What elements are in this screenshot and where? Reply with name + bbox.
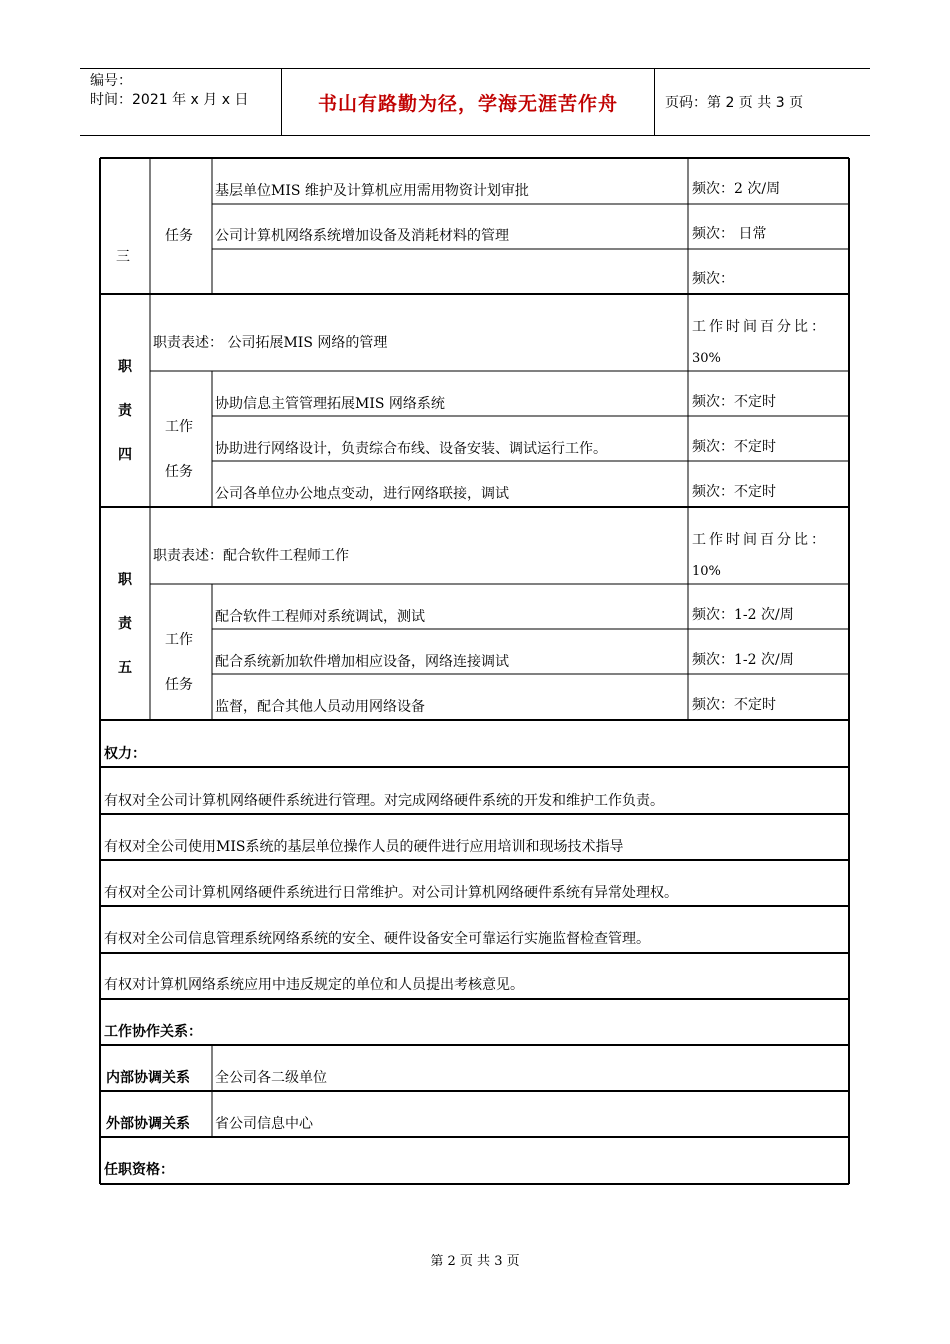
duty3-task-1: 基层单位MIS 维护及计算机应用需用物资计划审批 (215, 183, 529, 199)
duty3-freq-1: 频次：2 次/周 (692, 181, 781, 197)
duty4-task-label-1: 工作 (165, 419, 193, 435)
duty5-freq-1: 频次：1-2 次/周 (692, 607, 794, 623)
duty5-statement: 职责表述：配合软件工程师工作 (153, 548, 349, 564)
external-label: 外部协调关系 (106, 1116, 190, 1132)
duty3-task-label: 任务 (165, 228, 193, 244)
duty4-freq-2: 频次：不定时 (692, 439, 776, 455)
header-page-info: 页码：第 2 页 共 3 页 (665, 95, 804, 111)
duty4-percent-label: 工作时间百分比： (692, 319, 828, 335)
duty3-number: 三 (116, 249, 130, 265)
duty4-task-3: 公司各单位办公地点变动，进行网络联接，调试 (215, 486, 509, 502)
duty5-char-2: 责 (118, 616, 132, 632)
duty5-task-label-2: 任务 (165, 677, 193, 693)
header-motto: 书山有路勤为径，学海无涯苦作舟 (282, 69, 655, 135)
power-item-2: 有权对全公司使用MIS系统的基层单位操作人员的硬件进行应用培训和现场技术指导 (104, 839, 624, 855)
duty4-char-3: 四 (118, 447, 132, 463)
page-footer: 第 2 页 共 3 页 (430, 1254, 520, 1269)
internal-value: 全公司各二级单位 (215, 1070, 327, 1086)
internal-label: 内部协调关系 (106, 1070, 190, 1086)
duty4-char-1: 职 (118, 359, 132, 375)
power-item-5: 有权对计算机网络系统应用中违反规定的单位和人员提出考核意见。 (104, 977, 524, 993)
duty3-freq-2: 频次： 日常 (692, 226, 767, 242)
duty5-task-label-1: 工作 (165, 632, 193, 648)
duty5-char-3: 五 (118, 660, 132, 676)
duty4-freq-3: 频次：不定时 (692, 484, 776, 500)
qualification-heading: 任职资格： (104, 1162, 174, 1178)
power-item-4: 有权对全公司信息管理系统网络系统的安全、硬件设备安全可靠运行实施监督检查管理。 (104, 931, 650, 947)
duty3-freq-3: 频次： (692, 271, 734, 287)
duty4-statement: 职责表述： 公司拓展MIS 网络的管理 (153, 335, 388, 351)
duty5-freq-3: 频次：不定时 (692, 697, 776, 713)
power-item-1: 有权对全公司计算机网络硬件系统进行管理。对完成网络硬件系统的开发和维护工作负责。 (104, 793, 664, 809)
duty4-percent-value: 30% (692, 351, 721, 366)
duty5-task-1: 配合软件工程师对系统调试，测试 (215, 609, 425, 625)
duty5-percent-label: 工作时间百分比： (692, 532, 828, 548)
header-meta (80, 69, 282, 135)
duty4-task-1: 协助信息主管管理拓展MIS 网络系统 (215, 396, 445, 412)
duty5-freq-2: 频次：1-2 次/周 (692, 652, 794, 668)
time-label: 时间：2021 年 x 月 x 日 (90, 92, 249, 108)
duty4-freq-1: 频次：不定时 (692, 394, 776, 410)
relations-heading: 工作协作关系： (104, 1024, 202, 1040)
power-heading: 权力： (104, 746, 146, 762)
page-header (80, 68, 870, 136)
external-value: 省公司信息中心 (215, 1116, 313, 1132)
duty4-task-2: 协助进行网络设计，负责综合布线、设备安装、调试运行工作。 (215, 441, 607, 457)
duty5-task-2: 配合系统新加软件增加相应设备，网络连接调试 (215, 654, 509, 670)
duty4-char-2: 责 (118, 403, 132, 419)
duty5-char-1: 职 (118, 572, 132, 588)
duty5-percent-value: 10% (692, 564, 721, 579)
power-item-3: 有权对全公司计算机网络硬件系统进行日常维护。对公司计算机网络硬件系统有异常处理权。 (104, 885, 678, 901)
duty5-task-3: 监督，配合其他人员动用网络设备 (215, 699, 425, 715)
number-label: 编号： (90, 73, 132, 89)
duty4-task-label-2: 任务 (165, 464, 193, 480)
duty3-task-2: 公司计算机网络系统增加设备及消耗材料的管理 (215, 228, 509, 244)
